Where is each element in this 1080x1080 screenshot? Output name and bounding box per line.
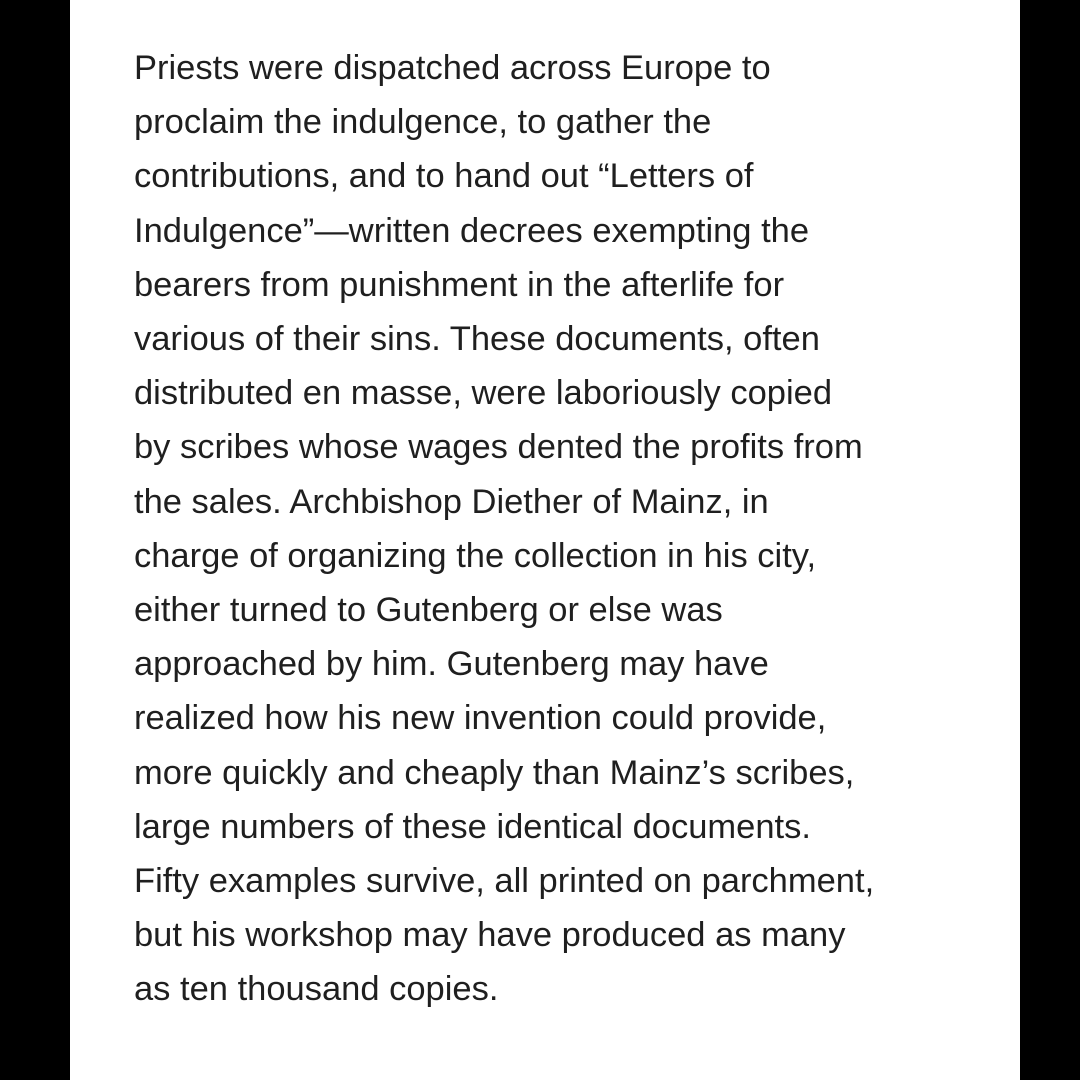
- passage-line: charge of organizing the collection in his city,: [134, 536, 817, 575]
- passage-line: large numbers of these identical documents.: [134, 807, 811, 846]
- passage-line: Fifty examples survive, all printed on parchment,: [134, 862, 875, 901]
- document-page: [70, 0, 1020, 1080]
- passage-line: distributed en masse, were laboriously copied: [134, 374, 833, 413]
- passage-line: proclaim the indulgence, to gather the: [134, 103, 712, 142]
- passage-line: Priests were dispatched across Europe to: [134, 49, 771, 87]
- passage-line: approached by him. Gutenberg may have: [134, 645, 769, 684]
- passage-line: various of their sins. These documents, often: [134, 320, 820, 359]
- passage-line: realized how his new invention could provide,: [134, 699, 827, 738]
- passage-line: by scribes whose wages dented the profits from: [134, 428, 863, 467]
- passage-line: bearers from punishment in the afterlife for: [134, 265, 785, 304]
- passage-line: either turned to Gutenberg or else was: [134, 591, 723, 630]
- passage-paragraph: [134, 41, 994, 1017]
- passage-line: Indulgence”—written decrees exempting the: [134, 211, 810, 250]
- passage-line: more quickly and cheaply than Mainz’s scribes,: [134, 753, 855, 792]
- passage-line: as ten thousand copies.: [134, 970, 499, 1009]
- passage-line: but his workshop may have produced as many: [134, 916, 846, 955]
- passage-line: the sales. Archbishop Diether of Mainz, in: [134, 482, 769, 521]
- passage-line: contributions, and to hand out “Letters of: [134, 157, 754, 196]
